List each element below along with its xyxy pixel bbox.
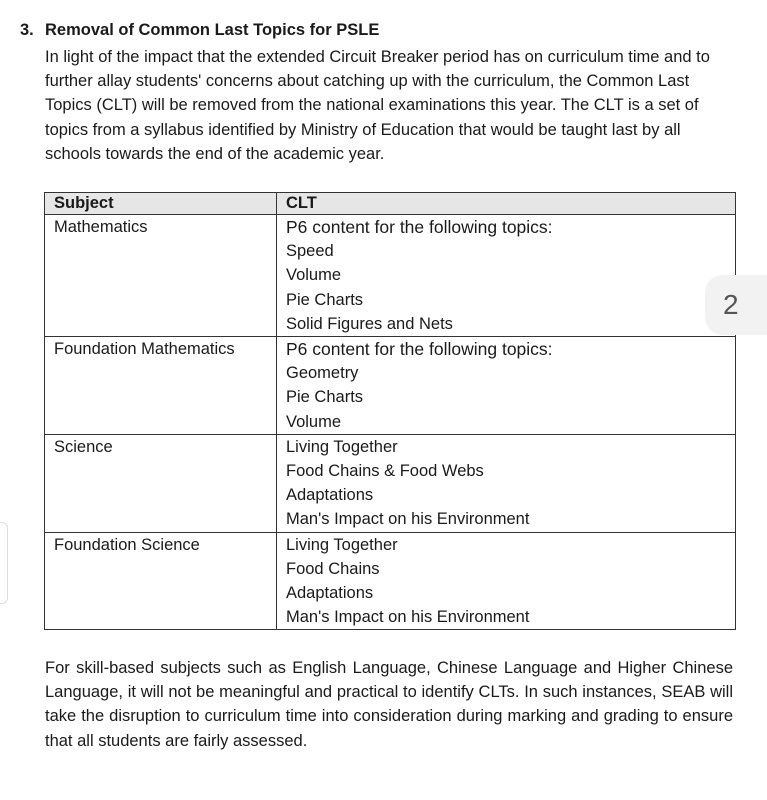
subject-cell: Mathematics [45,215,277,337]
topic-item: Pie Charts [286,388,364,407]
clt-cell [277,434,736,532]
side-handle [0,522,8,604]
table-row [45,215,736,337]
clt-table [44,192,736,630]
clt-cell [277,215,736,337]
topic-item: Solid Figures and Nets [286,314,453,333]
topic-item: Adaptations [286,584,374,603]
subject-cell: Foundation Science [45,532,277,630]
section-number: 3. [20,21,34,39]
topic-item: Man's Impact on his Environment [286,510,530,529]
table-row [45,337,736,435]
subject-cell: Foundation Mathematics [45,337,277,435]
topic-item: Food Chains [286,559,380,578]
topic-item: Food Chains & Food Webs [286,462,484,481]
subject-cell: Science [45,434,277,532]
table-header-row [45,193,736,215]
topic-item: P6 content for the following topics: [286,217,553,237]
header-subject: Subject [45,193,277,215]
topic-item: Speed [286,242,334,261]
table-row [45,434,736,532]
clt-cell [277,532,736,630]
section-title: Removal of Common Last Topics for PSLE [45,21,380,39]
page-number-indicator: 2 [705,275,767,335]
topic-item: Adaptations [286,486,374,505]
header-clt: CLT [277,193,736,215]
section-heading [20,21,379,40]
topic-item: Living Together [286,437,398,456]
topic-item: Volume [286,266,342,285]
closing-paragraph: For skill-based subjects such as English Language, Chinese Language and Higher Chinese Language, it will not be meaningful and practical to identify CLTs. In such instances, SEAB will take the disruption to curriculum time into consideration during marking and grading to ensure that all students are fairly assessed. [45,659,733,750]
topic-item: Living Together [286,535,398,554]
topic-item: Pie Charts [286,290,364,309]
table-row [45,532,736,630]
topic-item: Volume [286,412,342,431]
topic-item: Geometry [286,364,359,383]
topic-item: P6 content for the following topics: [286,339,553,360]
topic-item: Man's Impact on his Environment [286,608,530,627]
clt-cell [277,337,736,435]
intro-paragraph: In light of the impact that the extended Circuit Breaker period has on curriculum time and to further allay students' concerns about catching up with the curriculum, the Common Last Topics (CLT) will be removed from the national examinations this year. The CLT is a set of topics from a syllabus identified by Ministry of Education that would be taught last by all schools towards the end of the academic year. [45,48,710,163]
